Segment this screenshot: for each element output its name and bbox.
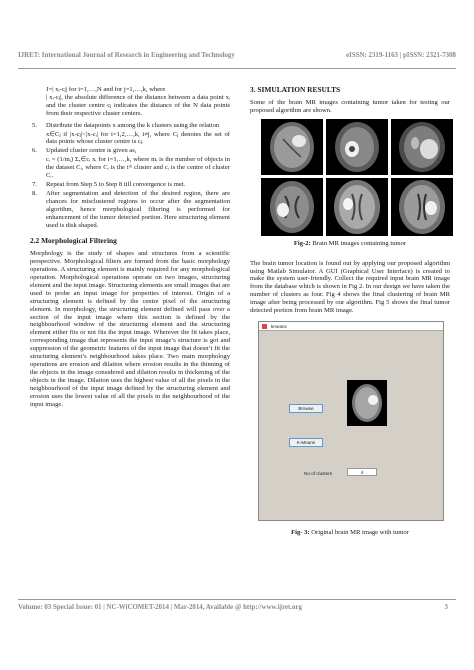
list-item: 8. After segmentation and detection of the desired region, there are chances for misclustered regions to occur after the segmentation algorithm, hence morphological filtering is performed for enhancement of the tumor detected portion. Here structuring element used is disk shaped.	[32, 189, 230, 229]
mri-figure	[261, 119, 450, 236]
gui-screenshot	[258, 321, 444, 521]
results-body: The brain tumor location is found out by applying our proposed algorithm using Matlab Simulator. A GUI (Graphical User Interface) is created to make the system user-friendly. Collect the required input brain MR image from the database which is shown in Fig 2. In our design we have taken the number of clusters as four. Fig 4 shows the final clustering of brain MR image after being processed by our algorithm. Fig 5 shows the final tumor detected portion from brain MR image.	[250, 259, 450, 315]
kmeans-button[interactable]: K-Means	[289, 438, 323, 447]
header-rule	[18, 68, 456, 69]
footer-rule	[18, 599, 456, 600]
list-item: cᵢ = (1/mᵢ) Σₓ∈cᵢ xᵢ for i=1,…,k, where mᵢ is the number of objects in the dataset Cᵢ, where Cᵢ is the iᵗʰ cluster and cᵢ is the centre of cluster Cᵢ.	[46, 156, 230, 180]
gui-titlebar	[259, 322, 443, 331]
footer-text: Volume: 03 Special Issue: 01 | NC-WiCOMET-2014 | Mar-2014, Available @ http://www.ijret.org	[18, 604, 302, 611]
clusters-label: No of clusters	[304, 470, 333, 476]
section-heading: 3. SIMULATION RESULTS	[250, 85, 341, 94]
intro-line-1: J=| xᵢ-cⱼ| for i=1,…,N and for j=1,…,k, where	[46, 86, 166, 93]
list-item: 7. Repeat from Step 5 to Step 8 till convergence is met.	[32, 180, 186, 188]
running-header	[18, 52, 456, 66]
right-column	[250, 86, 450, 537]
mri-image	[391, 178, 453, 236]
issn: eISSN: 2319-1163 | pISSN: 2321-7308	[346, 52, 456, 59]
browse-button[interactable]: Browse	[289, 404, 323, 413]
list-item: 5. Distribute the datapoints x among the k clusters using the relation	[32, 121, 220, 129]
figure-caption: Fig-2: Brain MR images containing tumor	[293, 239, 407, 247]
gui-window-title: kmeans	[271, 323, 287, 329]
journal-title: IJRET: International Journal of Research in Engineering and Technology	[18, 52, 235, 59]
mri-image	[326, 119, 388, 175]
figure-caption: Fig- 3: Original brain MR image with tumor	[291, 528, 409, 536]
section-heading: 2.2 Morphological Filtering	[30, 236, 117, 246]
page-number: 3	[444, 604, 448, 611]
mri-image	[261, 178, 323, 236]
left-column	[30, 86, 230, 412]
clusters-input[interactable]: 4	[347, 468, 377, 476]
list-item: x∈Cⱼ if |x-cⱼ|<|x-cᵢ| for i=1,2,…,k, i≠j, where Cⱼ denotes the set of data points whose cluster centre is cⱼ.	[46, 130, 230, 146]
mri-image	[326, 178, 388, 236]
mri-image	[391, 119, 453, 175]
section-intro: Some of the brain MR images containing tumor taken for testing our proposed algorithm are shown.	[250, 98, 450, 114]
intro-line-2: | xᵢ-cⱼ|, the absolute difference of the distance between a data point xᵢ and the cluster centre cⱼ indicates the distance of the N data points from their respective cluster centers.	[46, 93, 230, 117]
app-icon	[262, 324, 267, 329]
section-body: Morphology is the study of shapes and structures from a scientific perspective. Morphological filters are formed from the basic morphology operations. A structuring element is mainly required for any morphological operation. Morphological operations operate on two images, structuring element and the input image. Structuring elements are small images that are used to probe an input image for properties of interest. Origin of a structuring element is defined by the centre pixel of the structuring element. In morphology, the structuring element defined will pass over a section of the input image where this section is defined by the neighbourhood window of the structuring element and the structuring element either fits or not fits the input image. Wherever the fit takes place, corresponding image that represents the input image’s structure is got and suppression of the geometric features of the input image that doesn’t fit the structuring element’s neighbourhood takes place. Two main morphology operations are erosion and dilation where erosion results in the thinning of the objects in the image considered and dilation results in thickening of the objects in the image. Dilation uses the highest value of all the pixels in the neighbourhood of the input image defined by the structuring element and erosion uses the lowest value of all the pixels in the neighbourhood of the input image.	[30, 250, 230, 408]
mri-image	[261, 119, 323, 175]
gui-mri-image	[347, 380, 387, 426]
list-item: 6. Updated cluster centre is given as,	[32, 147, 137, 155]
